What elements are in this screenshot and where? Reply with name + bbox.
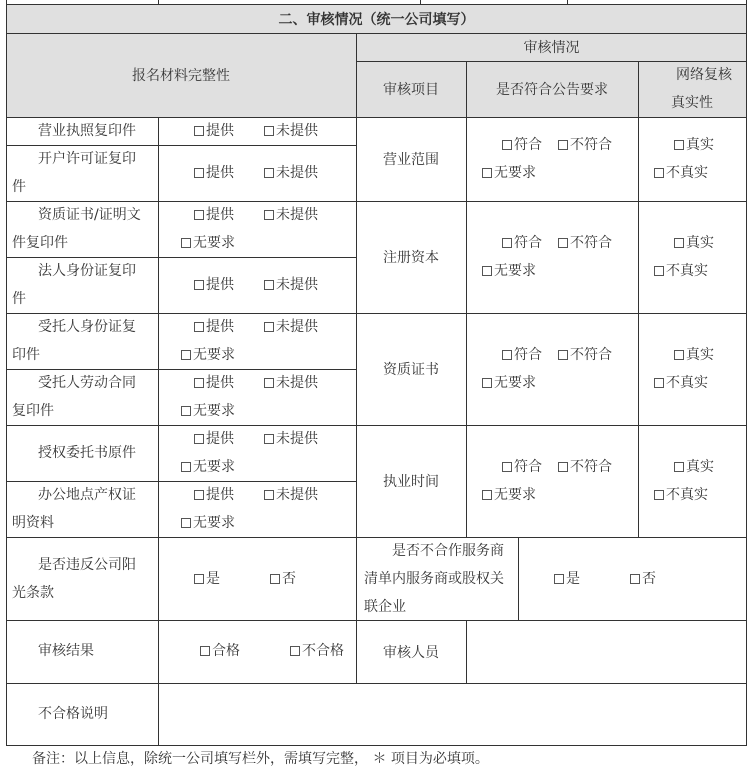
result-label: 审核结果 — [38, 643, 94, 659]
not-conform-checkbox[interactable]: 不符合 — [558, 453, 612, 481]
conform-checkbox[interactable]: 符合 — [502, 453, 542, 481]
not-required-checkbox[interactable]: 无要求 — [482, 369, 536, 397]
partner-label: 是否不合作服务商 — [392, 543, 504, 559]
material-label: 受托人身份证复 — [38, 319, 136, 335]
not-required-checkbox[interactable]: 无要求 — [181, 509, 235, 537]
not-required-checkbox[interactable]: 无要求 — [482, 481, 536, 509]
material-label: 授权委托书原件 — [38, 445, 136, 461]
not-provided-checkbox[interactable]: 未提供 — [264, 159, 318, 187]
provided-checkbox[interactable]: 提供 — [194, 117, 234, 145]
network-verify-header — [638, 61, 746, 117]
sunshine-label: 是否违反公司阳 — [38, 557, 136, 573]
not-qualified-checkbox[interactable]: 不合格 — [290, 637, 344, 665]
not-required-checkbox[interactable]: 无要求 — [482, 257, 536, 285]
provided-checkbox[interactable]: 提供 — [194, 425, 234, 453]
material-label-cont: 件复印件 — [12, 235, 68, 251]
material-label-cont: 件 — [12, 179, 26, 195]
conform-checkbox[interactable]: 符合 — [502, 229, 542, 257]
review-item-header: 审核项目 — [383, 82, 439, 98]
sunshine-yes-checkbox[interactable]: 是 — [194, 565, 220, 593]
not-conform-checkbox[interactable]: 不符合 — [558, 131, 612, 159]
material-label-cont: 明资料 — [12, 515, 54, 531]
not-provided-checkbox[interactable]: 未提供 — [264, 425, 318, 453]
not-true-checkbox[interactable]: 不真实 — [654, 257, 708, 285]
true-checkbox[interactable]: 真实 — [674, 453, 714, 481]
material-label: 营业执照复印件 — [38, 123, 136, 139]
unqualified-label: 不合格说明 — [38, 706, 108, 722]
review-item-scope: 营业范围 — [383, 152, 439, 168]
not-conform-checkbox[interactable]: 不符合 — [558, 341, 612, 369]
sunshine-label-cont: 光条款 — [12, 585, 54, 601]
not-provided-checkbox[interactable]: 未提供 — [264, 481, 318, 509]
partner-yes-checkbox[interactable]: 是 — [554, 565, 580, 593]
provided-checkbox[interactable]: 提供 — [194, 201, 234, 229]
network-verify-line1: 网络复核 — [676, 67, 732, 83]
conform-checkbox[interactable]: 符合 — [502, 341, 542, 369]
material-label: 开户许可证复印 — [38, 151, 136, 167]
not-required-checkbox[interactable]: 无要求 — [181, 229, 235, 257]
material-label: 法人身份证复印 — [38, 263, 136, 279]
material-label-cont: 件 — [12, 291, 26, 307]
review-item-qualification: 资质证书 — [383, 362, 439, 378]
not-required-checkbox[interactable]: 无要求 — [181, 453, 235, 481]
partner-label-cont: 联企业 — [364, 599, 406, 615]
material-label-cont: 复印件 — [12, 403, 54, 419]
not-provided-checkbox[interactable]: 未提供 — [264, 117, 318, 145]
not-true-checkbox[interactable]: 不真实 — [654, 159, 708, 187]
material-label: 资质证书/证明文 — [38, 207, 141, 223]
not-provided-checkbox[interactable]: 未提供 — [264, 271, 318, 299]
qualified-checkbox[interactable]: 合格 — [200, 637, 240, 665]
unqualified-field[interactable] — [159, 684, 746, 745]
meets-requirement-header: 是否符合公告要求 — [496, 82, 608, 98]
conform-checkbox[interactable]: 符合 — [502, 131, 542, 159]
material-label: 受托人劳动合同 — [38, 375, 136, 391]
provided-checkbox[interactable]: 提供 — [194, 313, 234, 341]
reviewer-field[interactable] — [467, 621, 746, 683]
not-true-checkbox[interactable]: 不真实 — [654, 369, 708, 397]
review-item-capital: 注册资本 — [383, 250, 439, 266]
not-true-checkbox[interactable]: 不真实 — [654, 481, 708, 509]
provided-checkbox[interactable]: 提供 — [194, 159, 234, 187]
material-label: 办公地点产权证 — [38, 487, 136, 503]
review-item-practice-time: 执业时间 — [383, 474, 439, 490]
true-checkbox[interactable]: 真实 — [674, 341, 714, 369]
partner-label-cont: 清单内服务商或股权关 — [364, 571, 504, 587]
network-verify-line2: 真实性 — [671, 95, 713, 111]
material-label-cont: 印件 — [12, 347, 40, 363]
provided-checkbox[interactable]: 提供 — [194, 271, 234, 299]
provided-checkbox[interactable]: 提供 — [194, 369, 234, 397]
not-required-checkbox[interactable]: 无要求 — [181, 397, 235, 425]
section-title: 二、审核情况（统一公司填写） — [278, 11, 475, 28]
partner-no-checkbox[interactable]: 否 — [630, 565, 656, 593]
material-completeness-header: 报名材料完整性 — [132, 68, 230, 84]
not-conform-checkbox[interactable]: 不符合 — [558, 229, 612, 257]
review-status-header: 审核情况 — [523, 40, 580, 56]
true-checkbox[interactable]: 真实 — [674, 229, 714, 257]
not-provided-checkbox[interactable]: 未提供 — [264, 201, 318, 229]
sunshine-no-checkbox[interactable]: 否 — [270, 565, 296, 593]
true-checkbox[interactable]: 真实 — [674, 131, 714, 159]
not-provided-checkbox[interactable]: 未提供 — [264, 313, 318, 341]
not-required-checkbox[interactable]: 无要求 — [482, 159, 536, 187]
provided-checkbox[interactable]: 提供 — [194, 481, 234, 509]
footer-note: 备注：以上信息，除统一公司填写栏外，需填写完整， ＊ 项目为必填项。 — [32, 751, 489, 767]
not-provided-checkbox[interactable]: 未提供 — [264, 369, 318, 397]
reviewer-label: 审核人员 — [383, 644, 439, 661]
not-required-checkbox[interactable]: 无要求 — [181, 341, 235, 369]
